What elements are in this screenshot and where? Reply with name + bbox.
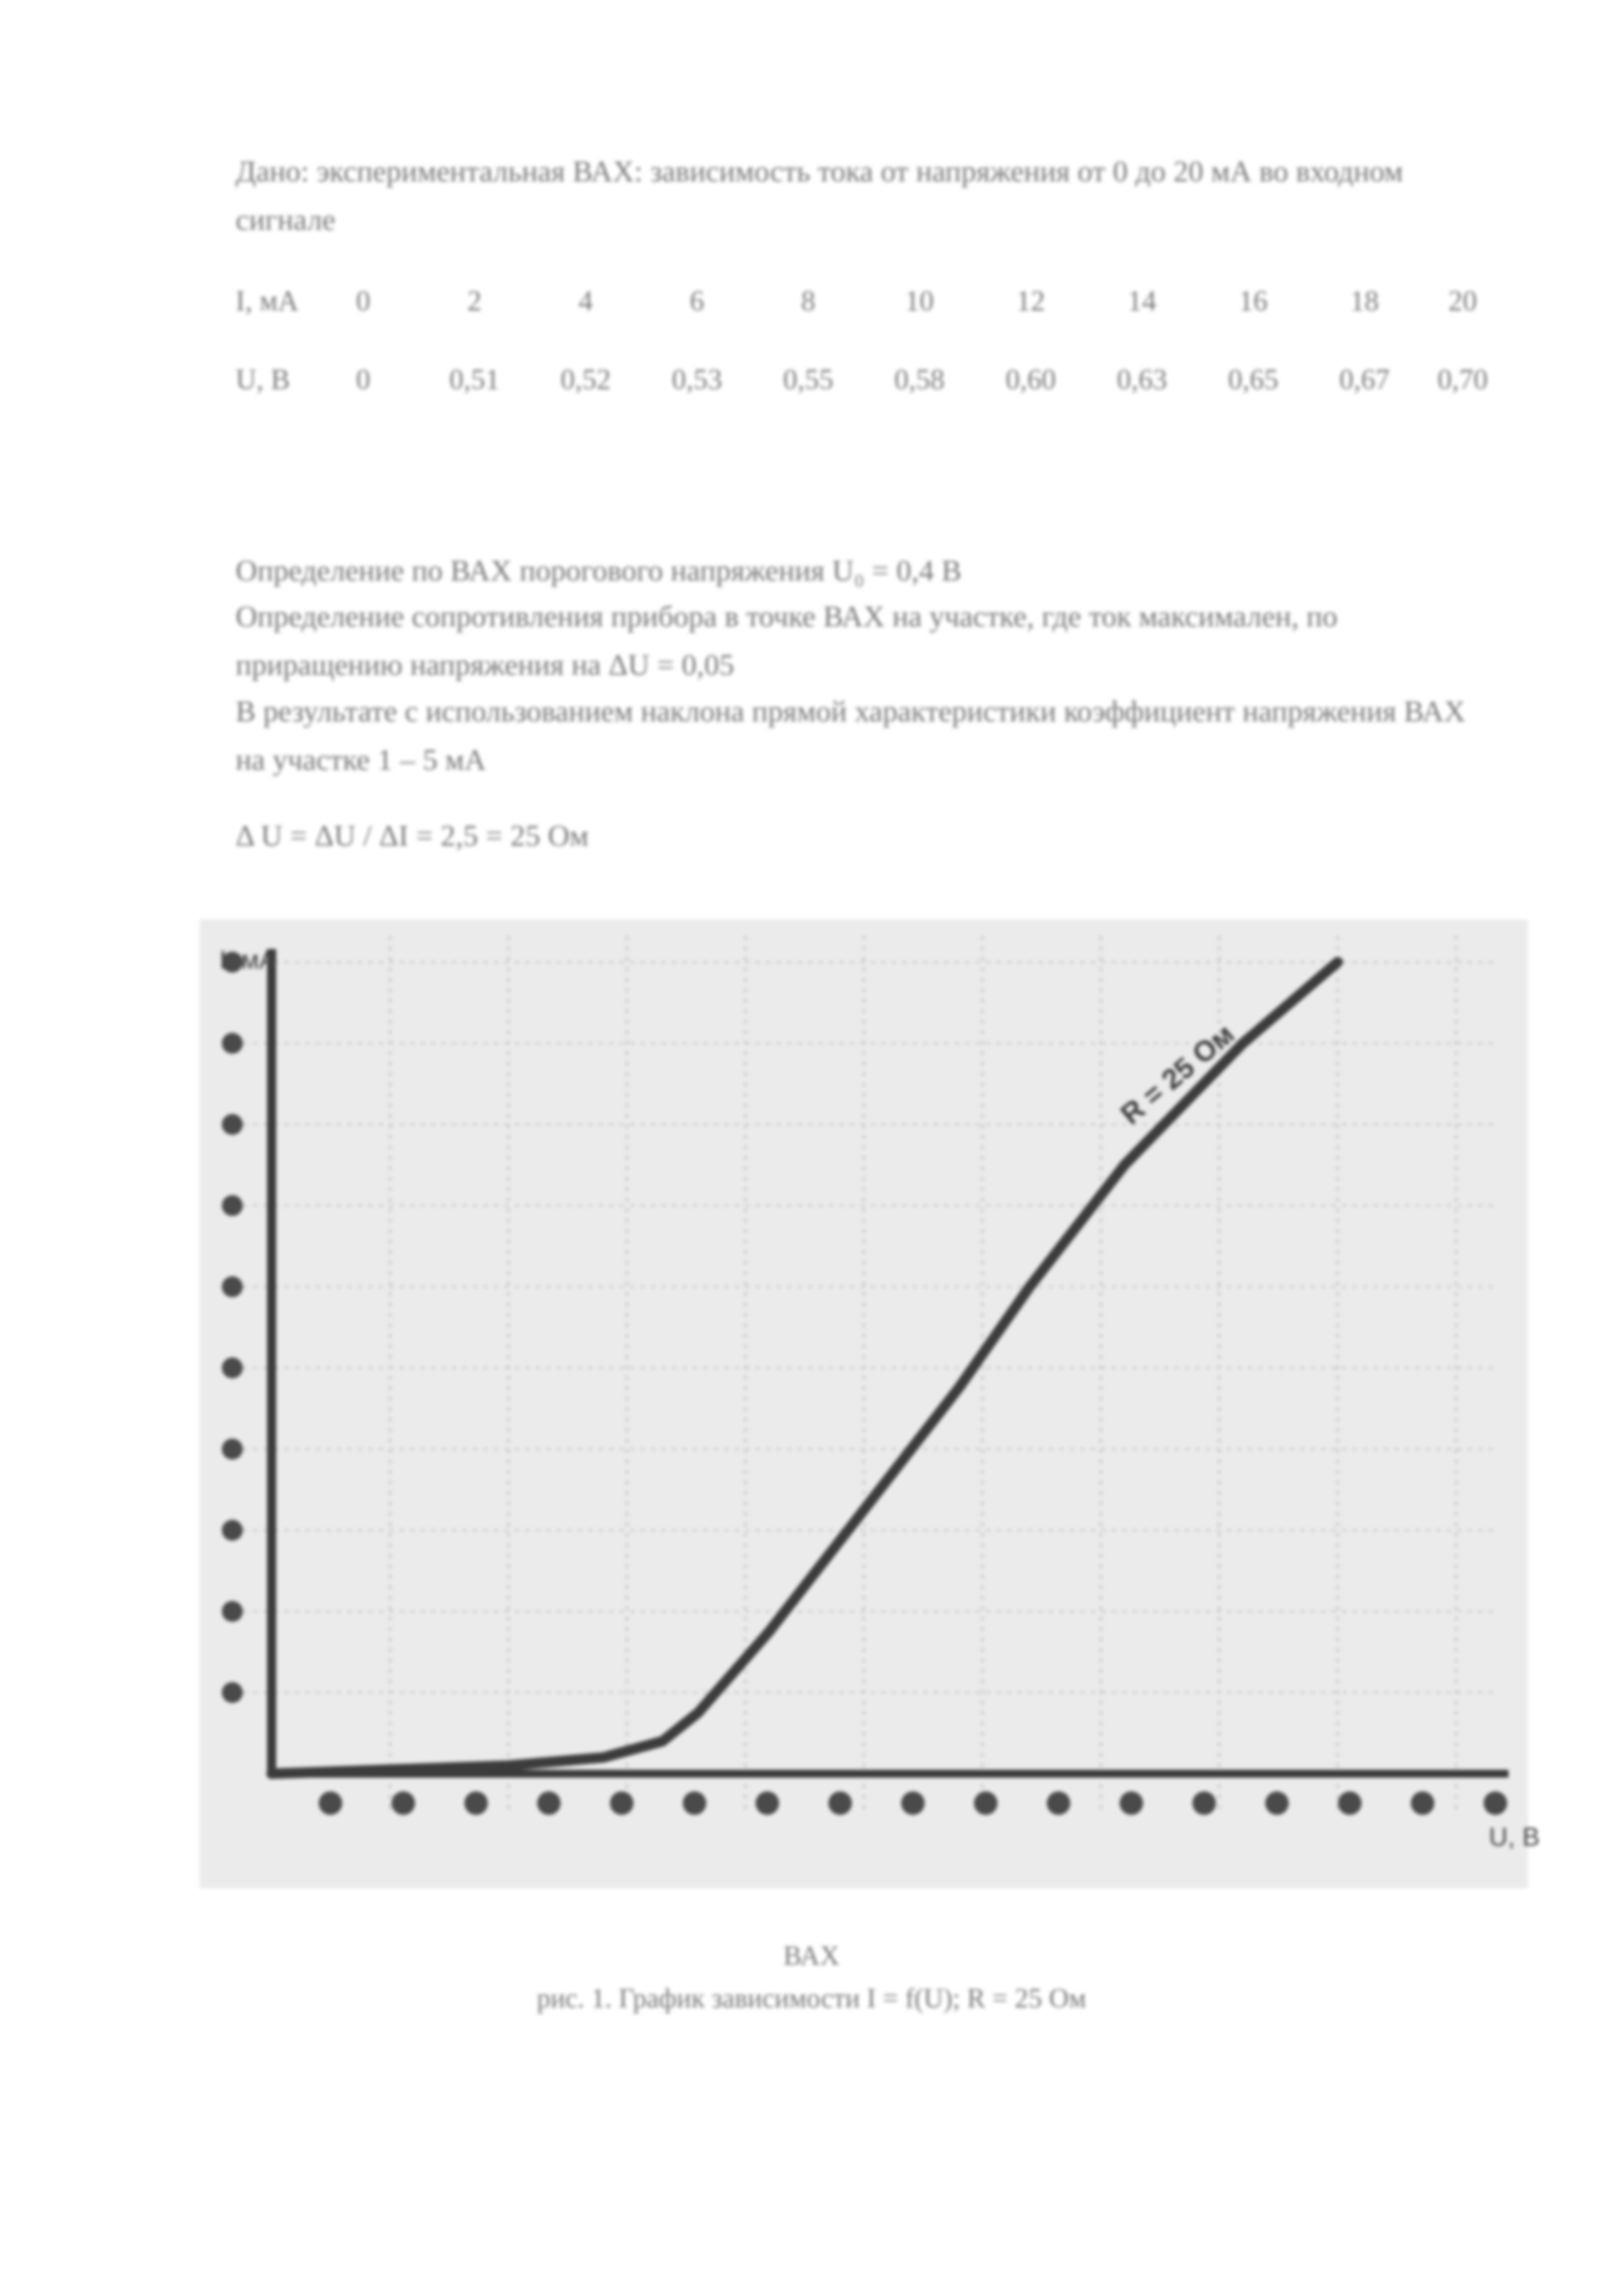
x-tick-mark [1047, 1791, 1071, 1815]
iv-chart-svg [200, 920, 1540, 1888]
x-tick-mark [829, 1791, 852, 1815]
x-tick-mark [683, 1791, 706, 1815]
table-row-voltage [236, 360, 1499, 439]
table-cell: 18 [1350, 285, 1379, 317]
table-cell: 0,70 [1437, 363, 1488, 395]
table-cell: 0,67 [1339, 363, 1390, 395]
x-axis-label: U, В [1489, 1823, 1540, 1852]
table-cell: 20 [1448, 285, 1477, 317]
paragraph-threshold: Определение по ВАХ порогового напряжения U₀ = 0,4 В [236, 554, 962, 587]
formula: Δ U = ΔU / ΔI = 2,5 = 25 Ом [236, 819, 589, 852]
iv-chart [200, 920, 1540, 1888]
table-cell: 4 [579, 285, 593, 317]
x-tick-mark [901, 1791, 925, 1815]
table-cell: 10 [905, 285, 934, 317]
y-tick-mark [222, 1357, 243, 1378]
y-tick-mark [222, 1033, 243, 1054]
table-header-current: I, мА [236, 285, 299, 317]
table-cell: 0,60 [1005, 363, 1056, 395]
x-tick-mark [319, 1791, 342, 1815]
x-tick-mark [1338, 1791, 1362, 1815]
y-tick-mark [222, 1601, 243, 1622]
table-header-voltage: U, В [236, 363, 291, 395]
x-tick-mark [1411, 1791, 1435, 1815]
y-axis-label: I, мА [219, 946, 277, 975]
intro-paragraph: Дано: экспериментальная ВАХ: зависимость тока от напряжения от 0 до 20 мА во входном сигнале [236, 154, 1403, 236]
table-cell: 6 [690, 285, 704, 317]
data-table [236, 281, 1499, 439]
x-tick-mark [1484, 1791, 1507, 1815]
table-cell: 14 [1128, 285, 1156, 317]
y-tick-mark [222, 1682, 243, 1703]
paragraph-result: В результате с использованием наклона прямой характеристики коэффициент напряжения ВАХ на участке 1 – 5 мА [236, 694, 1466, 776]
y-tick-mark [222, 1520, 243, 1541]
table-cell: 0 [356, 363, 370, 395]
table-row-current [236, 281, 1499, 360]
y-tick-mark [222, 1114, 243, 1135]
y-tick-mark [222, 1195, 243, 1216]
table-cell: 8 [801, 285, 815, 317]
x-tick-mark [974, 1791, 997, 1815]
paragraph-resistance: Определение сопротивления прибора в точке ВАХ на участке, где ток максимален, по приращению напряжения на ΔU = 0,05 [236, 600, 1338, 681]
table-cell: 12 [1016, 285, 1045, 317]
table-cell: 0,55 [783, 363, 834, 395]
x-tick-mark [537, 1791, 561, 1815]
x-tick-mark [465, 1791, 488, 1815]
table-cell: 0,53 [671, 363, 722, 395]
curve-annotation: R = 25 Ом [1115, 1018, 1241, 1131]
x-tick-mark [1192, 1791, 1216, 1815]
table-cell: 16 [1239, 285, 1268, 317]
x-tick-mark [756, 1791, 779, 1815]
table-cell: 0,52 [560, 363, 611, 395]
x-tick-mark [1265, 1791, 1289, 1815]
table-cell: 2 [467, 285, 482, 317]
caption-text: рис. 1. График зависимости I = f(U); R = 25 Ом [537, 1984, 1086, 2014]
x-tick-mark [610, 1791, 633, 1815]
x-tick-mark [1120, 1791, 1143, 1815]
table-cell: 0 [356, 285, 370, 317]
y-tick-mark [222, 1276, 243, 1297]
table-cell: 0,65 [1228, 363, 1279, 395]
y-tick-mark [222, 1439, 243, 1460]
x-tick-mark [391, 1791, 415, 1815]
caption-title: ВАХ [783, 1941, 840, 1971]
table-cell: 0,51 [449, 363, 500, 395]
table-cell: 0,58 [894, 363, 945, 395]
table-cell: 0,63 [1116, 363, 1168, 395]
